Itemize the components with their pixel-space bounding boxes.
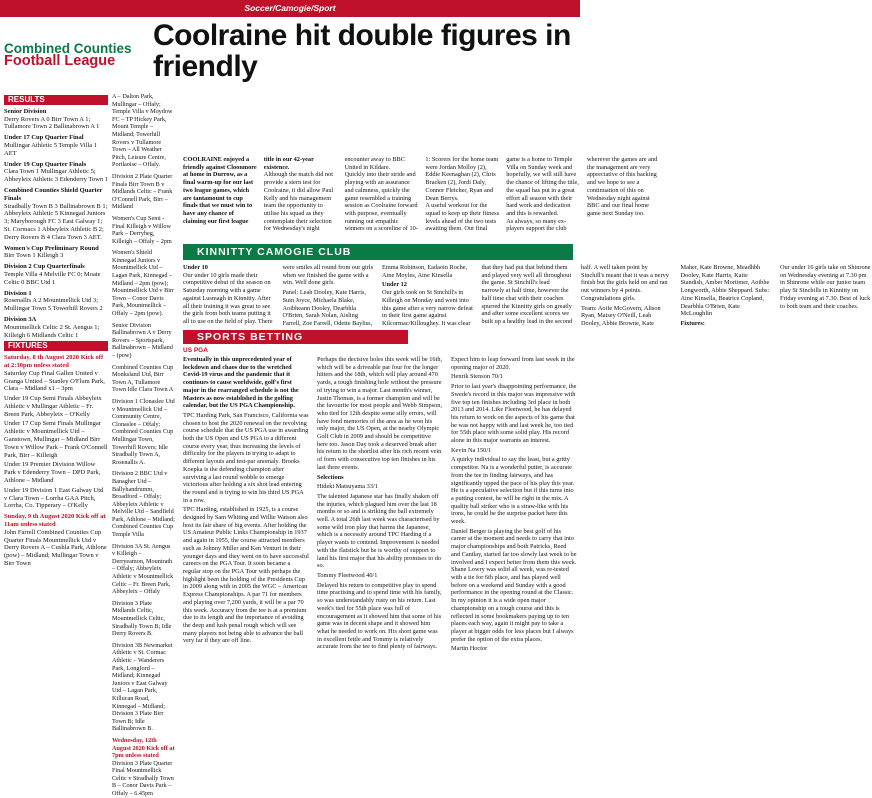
sports-paragraph: Kevin Na 150/1 — [451, 446, 492, 454]
fixture-text: John Farrell Combined Counties Cup Quarter Finals Mountmellick Utd v Derry Rovers A – Cushla Park, Athlone (pow) – Midland; Mullingar Town v Birr Town — [4, 528, 107, 568]
fixture-text: Saturday Cup Final Gallen United v Granga United – Stanley O'Flum Park, Clara – Midland x1 – 3pm — [4, 369, 105, 393]
result-text: Mountmellick Celtic 2 St. Aengus 1; Killeigh 6 Midlands Celtic 1 — [4, 323, 100, 339]
result-text: Mullingar Athletic 5 Temple Villa 1 AET — [4, 141, 97, 157]
sports-paragraph: Perhaps the decisive holes this week will be 16th, which will be a driveable par four for the longer hitters and the 18th, which will play around 470 yards, a tough finishing hole without the pressure of trying to win a major. Last month's winner, Justin Thomas, is a former champion and will be the favourite for most people and Webb Simpson, who tied for 12th despite some silly errors, will have fond memories of the area as he won his only major, the US Open, at the nearby Olympic Golf Club in 2009 and should be competitive here too. Jason Day took a deserved break after his return to the shortlist after his rich recent vein of form with consecutive top ten finishes in his last three events. — [317, 356, 443, 471]
sports-paragraph: TPC Harding, established in 1925, is a course designed by Sam Whiting and Willie Watson also host its fair share of big events. After holding the US Amateur Public Links Championship in 1937 and again in 1955, the course attracted members such as Johnny Miller and Ken Venturi in their younger days and they went on to have successful careers on the PGA Tour. It soon became a regular stop on the PGA Tour with perhaps the highlight been the holding of the Presidents Cup in 2009 along with in 2005 the WGC – American Express Championships. A par 71 for members and playing over 7,200 yards, it will be a par 70 this week. Accuracy from the tee is at a premium due to its length and the importance of avoiding the deep and lush penal rough which will see many players not being able to advance the ball very far if they are off line. — [183, 506, 309, 645]
fixture-text: Division 2 BBC Utd v Banagher Utd – Ballyhandrumm, Broadford – Offaly; Abbeyleix Athletic v Melville Utd – Sandfield Park, Athlone – Midland; Combined Counties Cup Temple Villa — [112, 470, 175, 539]
fixture-text: Women's Cup Semi - Final Killeigh v Willow Park – Derrybeg, Killeigh – Offaly – 2pm — [112, 214, 172, 245]
camogie-article — [183, 264, 871, 330]
fixtures-day3-text: Division 3 Plate Quarter Final Mountmellick Celtic v Stradbally Town B – Conor Davis Park – Offaly – 6.45pm — [112, 759, 174, 798]
logo-line1: Combined Counties — [4, 41, 132, 56]
sports-paragraph: Selections — [317, 473, 344, 481]
sports-paragraph: Hideki Matsuyama 33/1 — [317, 483, 378, 491]
fixture-text: Senior Division Ballinabrown A v Derry Rovers – Sportspark, Ballinabrown – Midland – (pow) — [112, 321, 173, 359]
camogie-text: Panel: Leah Dooley, Kate Harris, Suin Joyce, Michaela Blake, Aoibheann Dooley, Dearbhla O'Brien, Sarah Nolan, Aisling Farrell, Zoe Farrell, Odette Bayliss, Emma Robinson, Eadaoin Roche, Aine Moyles, Aine Kinsella — [282, 264, 468, 327]
result-text: Derry Rovers A 0 Birr Town A 1; Tullamore Town 2 Ballinabrown A 1 — [4, 115, 100, 131]
league-logo — [4, 42, 140, 68]
camogie-text: Our under 16 girls take on Shinrone on Wednesday evening at 7.30 pm in Shinrone while our junior team play St Sinchills in Kinnitty on Friday evening at 7.30. Best of luck to both team and their coaches. — [780, 264, 871, 310]
result-text: Birr Town 1 Killeigh 3 — [4, 252, 64, 260]
camogie-text: Our girls took on St Sinchill's in Killeigh on Monday and went into this game after a very narrow defeat in their first game against Kilcormac/Killoughey. It was clear that they had put that behind them and played very well all throughout the game. St Sinchill's lead narrowly at half time, however the half time chat with their coaches spurred the Kinnitty girls on greatly and after some excellent scores we built up a healthy lead in the second half. A well taken point by Sinchill's meant that it was a nervy finish but the girls held on and ran out winners by 4 points. Congratulations girls. — [382, 264, 669, 327]
sports-paragraph: Henrik Stenson 70/1 — [451, 373, 503, 381]
sports-paragraph: TPC Harding Park, San Francisco, California was chosen to host the 2020 renewal on the revolving course schedule that the US PGA use in awarding both the US Open and US PGA to a different course every year, thus increasing the levels of difficulty for the players in trying to adapt to different layouts and test-par anomaly. Brooks Koepka is the defending champion after surviving a last round wobble to emerge victorious after holding a six shot lead entering the round and is trying to win his third US PGA in a row. — [183, 411, 309, 504]
sports-paragraph: Eventually in this unprecedented year of lockdown and chaos due to the wretched Covid-19 virus and the pandemic that it continues to cause worldwide, golf's first major in the rearranged schedule is not the Masters as now established in the golfing calendar, but the US PGA Championship. — [183, 356, 299, 410]
result-text: Stradbally Town B 3 Ballinabrown B 1; Abbeyleix Athletic 5 Kinnegad Juniors 3; Maryborough FC 3 East Galway 1; St. Cormacs 1 Abbeyleix Athletic B 2; Derry Rovers B 4 Clara Town 3 AET. — [4, 202, 108, 241]
result-text: Clara Town 1 Mullingar Athletic 5; Abbeyleix Athletic 3 Edenderry Town 1 — [4, 168, 108, 184]
result-title: Division 2 Cup Quarterfinals — [4, 263, 85, 271]
sports-paragraph: Prior to last year's disappointing performance, the Swede's record in this major was impressive with five top ten finishes including 3rd place in both 2013 and 2014. Like Fleetwood, he has delayed his return to work on the aspects of his game that he was not happy with and last week he, too tied for 55th place with some solid play. His record alone in this major warrants an interest. — [451, 383, 577, 445]
fixture-text: Under 19 Premier Division Willow Park v Edenderry Town – DPD Park, Athlone – Midland — [4, 461, 101, 485]
fixture-text: Under 19 Cup Semi Finals Abbeyleix Athletic v Mullingar Athletic – Fr. Breen Park, Abbeyleix – O'Kelly — [4, 395, 102, 418]
camogie-subhead: Fixtures: — [680, 319, 705, 327]
fixture-text: Division 1 Clonaslee Utd v Mountmellick Utd – Community Centre, Clonaslee – Offaly; Combined Counties Cup Mullingar Town, Towerhill Rovers; Idle Stradbally Town A, Rosenallis A. — [112, 397, 175, 466]
fixture-text: Under 19 Division 1 East Galway Utd v Clara Town – Lorrha GAA Pitch, Lorrha, Co. Tipperary – O'Kelly — [4, 486, 104, 510]
fixture-text: Women's Shield Kinnegad Juniors v Mountmellick Utd – Lagan Park, Kinnegad – Midland – 2pm (pow); Mountmellick Utd v Birr Town – Conor Davis Park, Mountmellick – Offaly – 2pm (pow). — [112, 249, 175, 318]
lead-paragraph: Although the match did not provide a stern test for Coolraine, it did allow Paul Kelly and his management team the opportunity to utilise his squad as they contemplate their selection for Wednesday's night encounter away to BBC United in Kildare. — [263, 156, 405, 233]
fixture-text: Division 3B Newmarket Athletic v St. Cormac Athletic – Wanderers Park, Longford – Midland; Kinnegad Juniors v East Galway Utd – Lagan Park, Killucan Road, Kinnegad – Midland; Division 3 Plate Birr Town B; Idle Ballinabrown B. — [112, 641, 173, 733]
logo-line2: Football League — [4, 53, 116, 69]
fixture-text: A – Dalton Park, Mullingar – Offaly; Temple Villa v Moydow FC – TP Hickey Park, Mount Temple – Midland; Towerhill Rovers v Tullamore Town – All Weather Pitch, Leisure Centre, Portlaoise – Offaly. — [112, 93, 173, 169]
sports-paragraph: The talented Japanese star has finally shaken off the injuries, which plagued him over the last 18 months or so and is striking the ball extremely well. A total 26th last week was characterised by some wild iron play that harms the Japanese, which is a necessity around TPC Harding if a player wants to contend. Improvement is needed with the flatstick but he is worthy of support to land his first major that his ability promises to do so. — [317, 492, 442, 570]
lead-paragraph: As always, so many ex-players support the club wherever the games are and the management are very appreciative of this backing and we hope to see a continuation of this on Wednesday night against BBC and our final home game next Sunday too. — [506, 156, 658, 233]
fixture-text: Combined Counties Cup Monksland Utd, Birr Town A, Tullamore Town Idle Clara Town A — [112, 363, 174, 394]
result-title: Under 19 Cup Quarter Finals — [4, 160, 87, 168]
fixtures-day3: Wednesday, 12th August 2020 Kick off at 7pm unless stated — [112, 736, 175, 760]
fixture-text: Division 3A St. Aengus v Killeigh – Derryeamon, Mountrath – Offaly; Abbeyleix Athletic v Mountmellick Celtic – Fr. Breen Park, Abbeyleix – Offaly — [112, 542, 174, 596]
fixture-text: Under 17 Cup Semi Finals Mullingar Athletic v Mountmellick Utd – Ganstown, Mullingar – Midland Birr Town v Willow Park – Frank O'Connell Park, Birr – Killeigh — [4, 420, 108, 459]
camogie-text: Team: Aoife McGovern, Alison Ryan, Maisey O'Neill, Leah Dooley, Abbie Browne, Kate Maher, Kate Browne, Meadhbh Dooley, Kate Harris, Katie Standish, Amber Mortimer, Aoibhe Longworth, Abbie Sheppard. Subs: Aine Kinsella, Beatrice Copland, Dearbhla O'Brien, Kate McLoughlin — [581, 264, 770, 327]
results-header: RESULTS — [4, 95, 108, 105]
fixtures-day1: Saturday, 8 th August 2020 Kick off at 2:30pm unless stated — [4, 354, 104, 369]
result-title: Senior Division — [4, 107, 47, 115]
result-title: Under 17 Cup Quarter Final — [4, 134, 84, 142]
sports-paragraph: A quirky individual to say the least, but a gritty competitor. Na is a wonderful putter, is accurate from the tee in finding fairways, and has significantly upped the pace of his play this year. He is a speculative selection but if this turns into a putting contest, he will be right in the mix. A quality ball striker who is a straw-like with his irons, he could be the surprise packet here this week. — [451, 456, 575, 526]
sports-paragraph: Delayed his return to competitive play to spend time practising and to spend time with his family, so was understandably rusty on his return. Last week's tied for 55th place was full of encouragement as it showed him that some of his game was in decent shape and it showed him what he needed to work on. His short game was in excellent fettle and Tommy is relatively accurate from the tee to find plenty of fairways. Expect him to leap forward from last week in the opening major of 2020. — [317, 356, 575, 651]
lead-paragraph: COOLRAINE enjoyed a friendly against Cloonmore at home in Durrow, as a final warm-up for our last two league games, which are tantamount to cup finals that we must win to have any chance of claiming our first league title in our 42-year existence. — [183, 156, 314, 225]
lead-paragraph: A useful workout for the squad to keep up their fitness levels ahead of the two tests awaiting them. Our final game is a home to Temple Villa on Sunday week and hopefully, we will still have the chance of lifting the title, the squad has put in a great effort all season with their hard work and dedication and this is rewarded. — [425, 156, 579, 233]
lead-article — [183, 156, 658, 236]
result-title: Women's Cup Preliminary Round — [4, 244, 99, 252]
result-text: Rosenallis A 2 Mountmellick Utd 3; Mullingar Town 5 Towerhill Rovers 2 — [4, 297, 103, 313]
camogie-subhead: Under 10 — [183, 264, 208, 271]
result-title: Division 3A — [4, 315, 37, 323]
sports-article — [183, 356, 577, 728]
fixtures-column-2 — [112, 93, 175, 798]
headline: Coolraine hit double figures in friendly — [153, 19, 571, 83]
lead-paragraph: Quickly into their stride and playing with an assurance and calmness, quickly the game resembled a training session as Coolraine forward with purpose, eventually running out empathic winners on a scoreline of 10-1: Scorers for the home team were Jordan Molloy (2), Eddie Keenaghan (2), Chris Bracken (2), Jordi Daly, Connor Fletcher, Ryan and Dean Berrys. — [344, 156, 499, 233]
camogie-text: Our under 10 girls made their competitive debut of the season on Saturday morning with a game against Lusmagh in Kinnitty. After all their training it was great to see the girls from both teams putting it all to use on the field of play. There were smiles all round from our girls when we finished the game with a win. Well done girls. — [183, 264, 374, 325]
results-column — [4, 93, 108, 733]
camogie-subhead: Under 12 — [382, 281, 407, 289]
result-text: Temple Villa 4 Melville FC 0; Moate Celtic 0 BBC Utd 1 — [4, 270, 101, 286]
sports-paragraph: Tommy Fleetwood 40/1 — [317, 571, 378, 579]
result-title: Combined Counties Shield Quarter Finals — [4, 186, 103, 202]
fixture-text: Division 2 Plate Quarter Finals Birr Town B v Midlands Celtic – Frank O'Connell Park, Birr – Midland — [112, 172, 173, 211]
sports-paragraph: Daniel Berger is playing the best golf of his career at the moment and needs to carry that into major championships and both Patricks, Reed and Cantlay, started far too slowly last week to be involved and I expect better from them this week. Shane Lowry was solid all week, was re-tested with a tie for 6th place, and has played well before on a weekend and Sunday with a good performance in the opening round at the Classic. In my opinion it is a wide open major championship on a tough course and this is reflected in some bookmakers paying up to ten places each way, again it might pay to take a player at bigger odds for less places but I always prefer the option of the extra places. — [451, 527, 577, 643]
section-tag: Soccer/Camogie/Sport — [0, 0, 580, 17]
fixtures-header: FIXTURES — [4, 341, 108, 351]
result-title: Division 1 — [4, 289, 32, 297]
sports-paragraph: Martin Hoctor — [451, 645, 488, 653]
fixtures-day2: Sunday, 9 th August 2020 Kick off at 11am unless stated — [4, 513, 106, 529]
camogie-banner: KINNITTY CAMOGIE CLUB — [183, 244, 573, 260]
fixture-text: Division 3 Plate Midlands Celtic, Mountmellick Celtic, Stradbally Town B; Idle Derry Rovers B. — [112, 599, 172, 638]
sports-subhead: US PGA — [183, 347, 208, 354]
sports-banner: SPORTS BETTING — [183, 330, 408, 344]
